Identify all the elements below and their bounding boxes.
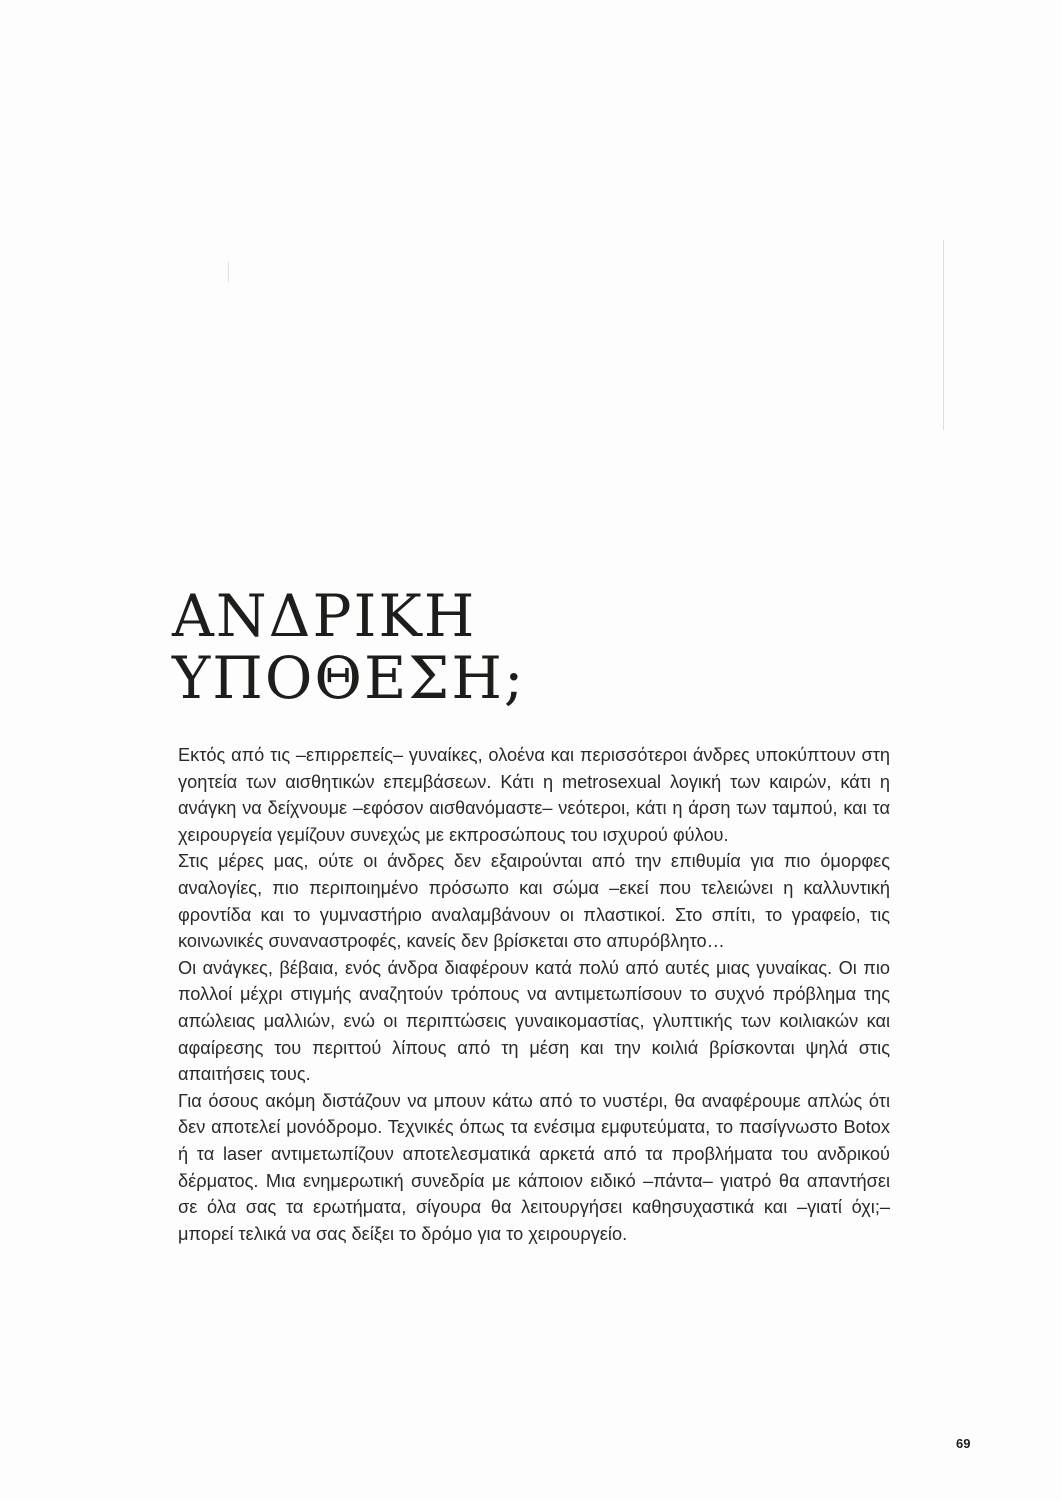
article-title	[172, 582, 872, 712]
article-body	[178, 742, 890, 1247]
article-title-line-2: ΥΠΟΘΕΣΗ;	[172, 644, 526, 712]
scan-edge-mark	[228, 262, 229, 282]
body-paragraph-4: Για όσους ακόμη διστάζουν να μπουν κάτω από το νυστέρι, θα αναφέρουμε απλώς ότι δεν αποτελεί μονόδρομο. Τεχνικές όπως τα ενέσιμα εμφυτεύματα, το πασίγνωστο Botox ή τα laser αντιμετωπίζουν αποτελεσματικά αρκετά από τα προβλήματα του ανδρικού δέρματος. Μια ενημερωτική συνεδρία με κάποιον ειδικό –πάντα– γιατρό θα απαντήσει σε όλα σας τα ερωτήματα, σίγουρα θα λειτουργήσει καθησυχαστικά και –γιατί όχι;– μπορεί τελικά να σας δείξει το δρόμο για το χειρουργείο.	[178, 1090, 890, 1244]
page-number: 69	[956, 1436, 971, 1451]
scan-edge-mark	[943, 240, 944, 430]
body-paragraph-2: Στις μέρες μας, ούτε οι άνδρες δεν εξαιρούνται από την επιθυμία για πιο όμορφες αναλογίες, πιο περιποιημένο πρόσωπο και σώμα –εκεί που τελειώνει η καλλυντική φροντίδα και το γυμναστήριο αναλαμβάνουν οι πλαστικοί. Στο σπίτι, το γραφείο, τις κοινωνικές συναναστροφές, κανείς δεν βρίσκεται στο απυρόβλητο…	[178, 851, 890, 952]
body-paragraph-1: Εκτός από τις –επιρρεπείς– γυναίκες, ολοένα και περισσότεροι άνδρες υποκύπτουν στη γοητεία των αισθητικών επεμβάσεων. Κάτι η metrosexual λογική των καιρών, κάτι η ανάγκη να δείχνουμε –εφόσον αισθανόμαστε– νεότεροι, κάτι η άρση των ταμπού, και τα χειρουργεία γεμίζουν συνεχώς με εκπροσώπους του ισχυρού φύλου.	[178, 745, 890, 845]
article-title-line-1: ΑΝΔΡΙΚΗ	[172, 582, 477, 650]
body-paragraph-3: Οι ανάγκες, βέβαια, ενός άνδρα διαφέρουν κατά πολύ από αυτές μιας γυναίκας. Οι πιο πολλοί μέχρι στιγμής αναζητούν τρόπους να αντιμετωπίσουν το συχνό πρόβλημα της απώλειας μαλλιών, ενώ οι περιπτώσεις γυναικομαστίας, γλυπτικής των κοιλιακών και αφαίρεσης του περιττού λίπους από τη μέση και την κοιλιά βρίσκονται ψηλά στις απαιτήσεις τους.	[178, 957, 890, 1085]
